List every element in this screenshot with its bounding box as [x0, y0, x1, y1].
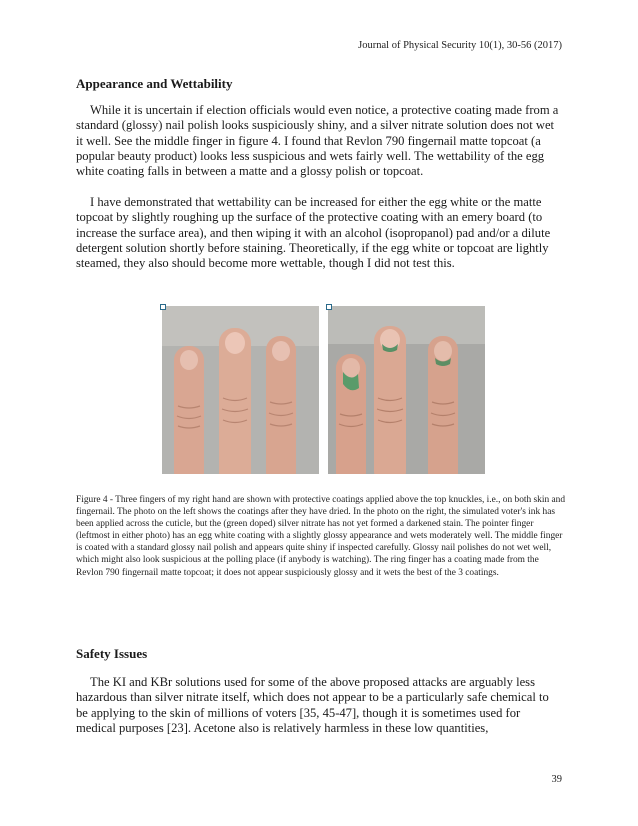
paragraph-wettability-1: While it is uncertain if election officials would even notice, a protective coating made from a standard (glossy) nail polish looks suspiciously shiny, and a silver nitrate solution does not wet it well. See the middle finger in figure 4. I found that Revlon 790 fingernail matte topcoat (a popular beauty product) looks less suspicious and wets fairly well. The wettability of the egg white coating falls in between a matte and a glossy polish or topcoat.	[76, 103, 559, 179]
paragraph-safety: The KI and KBr solutions used for some of the above proposed attacks are arguably less hazardous than silver nitrate itself, which does not appear to be a particularly safe chemical to be applying to the skin of millions of voters [35, 45-47], though it is sometimes used for medical purposes [23]. Acetone also is relatively harmless in these low quantities,	[76, 675, 549, 735]
image-anchor-handle-right	[326, 304, 332, 310]
photo-fingers-ink-applied	[328, 306, 485, 474]
section-heading-safety: Safety Issues	[76, 646, 148, 661]
photo-fingers-dried-coatings	[162, 306, 319, 474]
running-head: Journal of Physical Security 10(1), 30-56 (2017)	[358, 40, 562, 51]
page-number: 39	[551, 774, 562, 785]
figure-caption: Figure 4 - Three fingers of my right hand are shown with protective coatings applied above the top knuckles, i.e., on both skin and fingernail. The photo on the left shows the coatings after they have dried. In the photo on the right, the simulated voter's ink has been applied across the cuticle, but the (green doped) silver nitrate has not yet formed a darkened stain. The pointer finger (leftmost in either photo) has an egg white coating with a slightly glossy appearance and wets moderately well. The middle finger is coated with a standard glossy nail polish and appears quite shiny if inspected carefully. Glossy nail polishes do not wet well, which might also look suspicious at the polling place (if anybody is watching). The ring finger has a coating made from the Revlon 790 fingernail matte topcoat; it does not appear suspiciously glossy and it wets the best of the 3 coatings.	[76, 495, 566, 578]
paragraph-wettability-2: I have demonstrated that wettability can be increased for either the egg white or the matte topcoat by slightly roughing up the surface of the protective coating with an emery board (to increase the surface area), and then wiping it with an alcohol (isopropanol) pad and/or a dilute detergent solution shortly before staining. Theoretically, if the egg white or topcoat are lightly steamed, they also should become more wettable, though I did not test this.	[76, 195, 551, 271]
figure-4	[162, 306, 482, 474]
section-heading-appearance: Appearance and Wettability	[76, 76, 233, 91]
image-anchor-handle-left	[160, 304, 166, 310]
